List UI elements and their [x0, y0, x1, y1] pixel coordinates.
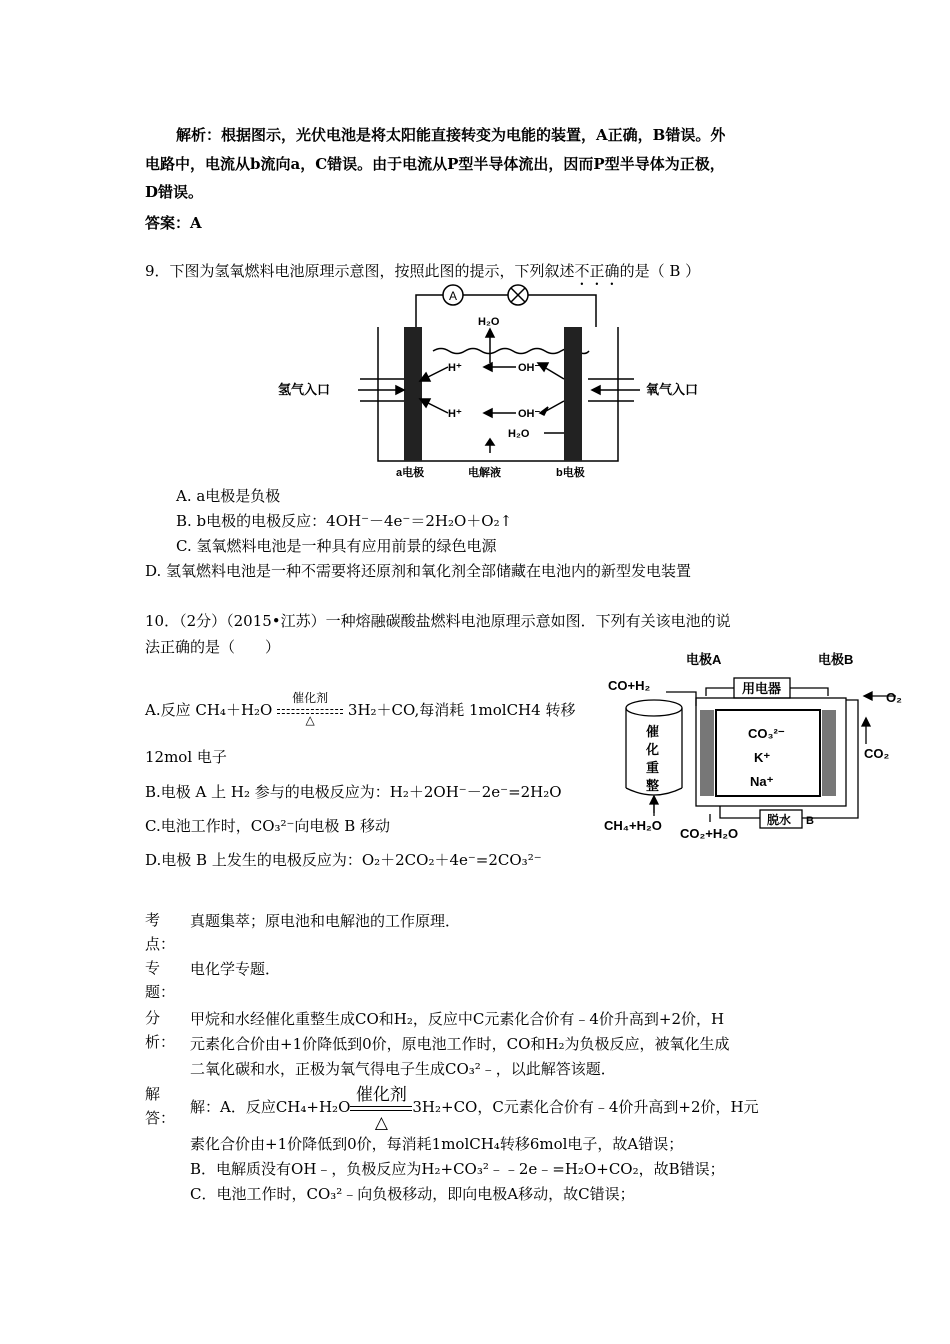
q9-stem-b: 的是（ B ）	[619, 262, 701, 280]
analysis-line-2: 电路中，电流从b流向a，C错误。由于电流从P型半导体流出，因而P型半导体为正极，	[145, 155, 725, 173]
molten-carbonate-diagram	[600, 648, 912, 848]
reaction-condition	[277, 690, 343, 727]
jieda-line-1	[190, 1084, 800, 1133]
q10-option-a-cont: 12mol 电子	[145, 748, 227, 766]
jieda-tag: 解答：	[145, 1085, 176, 1127]
h2o-right-label: H₂O	[508, 428, 530, 440]
fenxi-tag: 分析：	[145, 1009, 176, 1051]
reformer-label-3: 重	[646, 760, 660, 775]
h-plus-label-2: H⁺	[448, 408, 462, 420]
heat-label: △	[305, 712, 315, 727]
co3-label: CO₃²⁻	[748, 726, 785, 741]
analysis-line-3: D错误。	[145, 183, 204, 201]
reformer-label-2: 化	[646, 742, 660, 757]
electrode-a-plate	[700, 710, 714, 796]
answer-label: 答案：A	[145, 214, 202, 232]
jieda-line-1-pre: 解：A．反应CH₄+H₂O	[190, 1098, 351, 1116]
b-electrode-plate	[564, 327, 582, 461]
q9-stem-emphasis: 不正确	[574, 262, 620, 280]
kaodian-tag: 考点：	[145, 911, 176, 953]
oh-label-1: OH⁻	[518, 362, 541, 374]
electrode-b-plate	[822, 710, 836, 796]
oxygen-inlet-label: 氧气入口	[646, 382, 699, 397]
q9-option-c: C. 氢氧燃料电池是一种具有应用前景的绿色电源	[176, 537, 497, 555]
q10-option-c: C.电池工作时，CO₃²⁻向电极 B 移动	[145, 817, 390, 835]
co2-label: CO₂	[864, 746, 890, 761]
na-ion-label: Na⁺	[750, 774, 774, 789]
jieda-catalyst-label: 催化剂	[355, 1084, 407, 1105]
h2o-top-label: H₂O	[478, 316, 500, 328]
q9-stem-a: 9．下图为氢氧燃料电池原理示意图，按照此图的提示，下列叙述	[145, 262, 575, 280]
electrode-b-label: 电极B	[818, 652, 854, 667]
b-electrode-label: b电极	[556, 467, 585, 479]
q9-option-a: A. a电极是负极	[176, 487, 281, 505]
electrode-a-label: 电极A	[686, 652, 722, 667]
electrolyte-label: 电解液	[468, 467, 501, 479]
fenxi-line-2: 元素化合价由+1价降低到0价，原电池工作时，CO和H₂为负极反应，被氧化生成	[190, 1035, 730, 1053]
analysis-line-1: 解析：根据图示，光伏电池是将太阳能直接转变为电能的装置，A正确，B错误。外	[176, 126, 726, 144]
a-electrode-label: a电极	[396, 467, 425, 479]
co-h2-label: CO+H₂	[608, 678, 651, 693]
hydrogen-inlet-label: 氢气入口	[278, 382, 331, 397]
fenxi-line-3: 二氧化碳和水，正极为氧气得电子生成CO₃²﹣，以此解答该题．	[190, 1060, 616, 1078]
ch4-h2o-label: CH₄+H₂O	[604, 818, 662, 833]
reformer-label-4: 整	[646, 778, 660, 793]
q9-option-b: B. b电极的电极反应：4OH⁻－4e⁻＝2H₂O＋O₂↑	[176, 512, 513, 530]
q9-option-d: D. 氢氧燃料电池是一种不需要将还原剂和氧化剂全部储藏在电池内的新型发电装置	[145, 562, 692, 580]
q10-stem-line-1: 10．（2分）（2015•江苏）一种熔融碳酸盐燃料电池原理示意如图．下列有关该电池的说	[145, 612, 731, 630]
fenxi-line-1: 甲烷和水经催化重整生成CO和H₂，反应中C元素化合价有﹣4价升高到+2价，H	[190, 1010, 725, 1028]
jieda-line-2: 素化合价由+1价降低到0价，每消耗1molCH₄转移6mol电子，故A错误；	[190, 1135, 684, 1153]
catalyst-label: 催化剂	[292, 690, 329, 705]
jieda-line-3: B．电解质没有OH﹣，负极反应为H₂+CO₃²﹣﹣2e﹣=H₂O+CO₂，故B错误；	[190, 1160, 725, 1178]
zhuanti-tag: 专题：	[145, 959, 176, 1001]
q10-option-a-post: 3H₂＋CO,每消耗 1molCH4 转移	[347, 701, 576, 719]
a-electrode-plate	[404, 327, 422, 461]
oh-label-2: OH⁻	[518, 408, 541, 420]
k-ion-label: K⁺	[754, 750, 771, 765]
zhuanti-text: 电化学专题．	[190, 960, 281, 978]
o2-label: O₂	[886, 690, 902, 705]
kaodian-text: 真题集萃；原电池和电解池的工作原理．	[190, 912, 461, 930]
ammeter-label: A	[448, 289, 458, 303]
reformer-label-1: 催	[646, 724, 660, 739]
q10-stem-line-2: 法正确的是（ ）	[145, 638, 281, 656]
jieda-condition	[350, 1084, 412, 1133]
q10-option-a-pre: A.反应 CH₄＋H₂O	[145, 701, 273, 719]
q10-option-b: B.电极 A 上 H₂ 参与的电极反应为：H₂＋2OH⁻－2e⁻=2H₂O	[145, 783, 562, 801]
q10-option-a	[145, 690, 576, 727]
co2-h2o-label: CO₂+H₂O	[680, 826, 739, 841]
appliance-label: 用电器	[742, 681, 782, 696]
jieda-heat-label: △	[374, 1112, 388, 1133]
h-plus-label-1: H⁺	[448, 362, 462, 374]
jieda-line-4: C．电池工作时，CO₃²﹣向负极移动，即向电极A移动，故C错误；	[190, 1185, 635, 1203]
dehydrate-label: 脱水	[767, 813, 792, 827]
q10-option-d: D.电极 B 上发生的电极反应为：O₂＋2CO₂＋4e⁻=2CO₃²⁻	[145, 851, 542, 869]
fuel-cell-diagram	[268, 283, 738, 483]
jieda-line-1-post: 3H₂+CO，C元素化合价有﹣4价升高到+2价，H元	[412, 1098, 759, 1116]
b-point-label: B	[806, 815, 814, 827]
